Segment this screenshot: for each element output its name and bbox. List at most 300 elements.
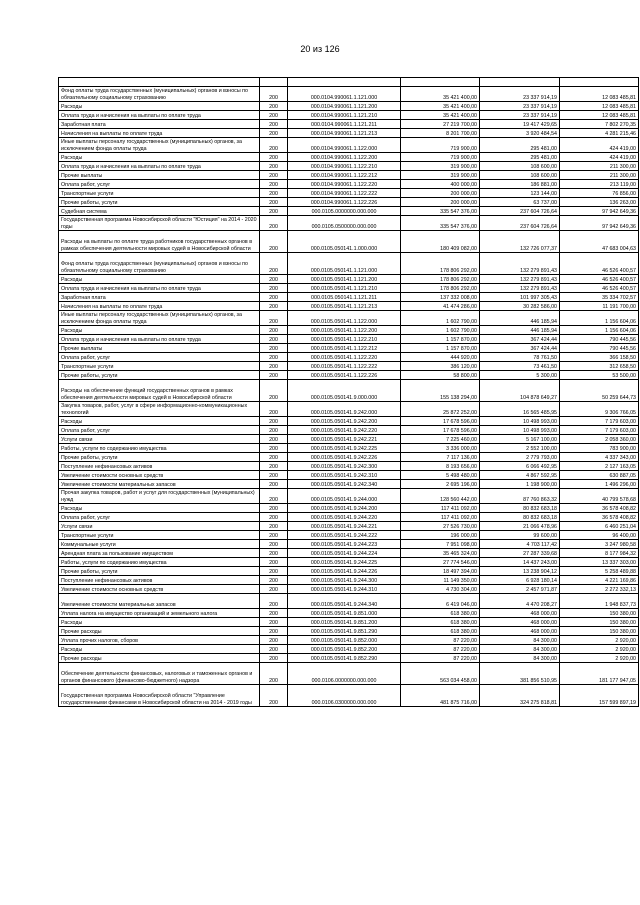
cell-code: 200 [260, 207, 288, 216]
cell-name: Начисления на выплаты по оплате труда [59, 129, 260, 138]
cell-kbk: 000.0104.990061.1.122.000 [288, 138, 401, 153]
cell-plan: 117 411 092,00 [401, 504, 480, 513]
cell-kbk: 000.0105.050141.9.244.226 [288, 567, 401, 576]
cell-name: Оплата труда и начисления на выплаты по оплате труда [59, 284, 260, 293]
cell-kbk: 000.0106.0000000.000.000 [288, 663, 401, 685]
cell-fact: 4 867 592,95 [480, 471, 560, 480]
cell-plan: 178 806 292,00 [401, 284, 480, 293]
cell-kbk: 000.0105.050141.9.244.222 [288, 531, 401, 540]
cell-name: Прочие выплаты [59, 344, 260, 353]
cell-name: Расходы [59, 153, 260, 162]
cell-name: Расходы [59, 326, 260, 335]
cell-name: Прочая закупка товаров, работ и услуг для государственных (муниципальных) нужд [59, 489, 260, 504]
cell-code: 200 [260, 402, 288, 417]
cell-rest: 366 158,50 [560, 353, 639, 362]
cell-plan: 128 560 442,00 [401, 489, 480, 504]
cell-code: 200 [260, 111, 288, 120]
cell-rest: 7 179 603,00 [560, 417, 639, 426]
cell-code: 200 [260, 311, 288, 326]
table-row [59, 180, 639, 189]
cell-code: 200 [260, 618, 288, 627]
cell-kbk: 000.0105.050141.1.122.212 [288, 344, 401, 353]
cell-rest: 783 900,00 [560, 444, 639, 453]
cell-kbk: 000.0105.050141.9.244.300 [288, 576, 401, 585]
cell-plan: 8 201 700,00 [401, 129, 480, 138]
cell-kbk: 000.0105.050141.9.242.225 [288, 444, 401, 453]
cell-plan: 1 157 870,00 [401, 335, 480, 344]
table-row [59, 576, 639, 585]
cell-fact: 446 185,94 [480, 326, 560, 335]
cell-kbk: 000.0105.050141.9.242.300 [288, 462, 401, 471]
table-row [59, 453, 639, 462]
cell-code: 200 [260, 326, 288, 335]
cell-code: 200 [260, 435, 288, 444]
cell-kbk: 000.0105.050141.9.244.225 [288, 558, 401, 567]
table-row [59, 540, 639, 549]
cell-kbk: 000.0105.050141.9.244.220 [288, 513, 401, 522]
cell-fact: 108 600,00 [480, 171, 560, 180]
cell-fact: 3 920 484,54 [480, 129, 560, 138]
cell-kbk: 000.0105.050141.9.242.340 [288, 480, 401, 489]
cell-code: 200 [260, 609, 288, 618]
cell-name: Оплата работ, услуг [59, 426, 260, 435]
cell-kbk: 000.0105.050141.9.244.221 [288, 522, 401, 531]
cell-kbk: 000.0104.990061.1.122.222 [288, 189, 401, 198]
cell-rest: 211 300,00 [560, 171, 639, 180]
cell-fact: 84 300,00 [480, 636, 560, 645]
table-row [59, 531, 639, 540]
cell-rest: 312 658,50 [560, 362, 639, 371]
cell-name: Расходы [59, 275, 260, 284]
cell-rest: 7 179 603,00 [560, 426, 639, 435]
table-row [59, 171, 639, 180]
cell-plan: 1 602 790,00 [401, 326, 480, 335]
cell-name: Прочие расходы [59, 654, 260, 663]
cell-code: 200 [260, 102, 288, 111]
cell-fact: 73 461,50 [480, 362, 560, 371]
cell-rest: 36 578 408,82 [560, 504, 639, 513]
cell-code: 200 [260, 129, 288, 138]
cell-code: 200 [260, 654, 288, 663]
table-row [59, 253, 639, 275]
cell-plan: 335 547 376,00 [401, 207, 480, 216]
cell-code: 200 [260, 549, 288, 558]
cell-code: 200 [260, 362, 288, 371]
cell-plan: 18 497 394,00 [401, 567, 480, 576]
cell-rest: 4 221 169,86 [560, 576, 639, 585]
cell-fact: 13 238 904,12 [480, 567, 560, 576]
table-row [59, 231, 639, 253]
cell-plan: 35 421 400,00 [401, 102, 480, 111]
cell-code: 200 [260, 344, 288, 353]
table-row [59, 284, 639, 293]
cell-rest: 424 419,00 [560, 138, 639, 153]
cell-kbk: 000.0105.050141.9.851.290 [288, 627, 401, 636]
cell-rest: 36 578 408,82 [560, 513, 639, 522]
cell-name: Прочие расходы [59, 627, 260, 636]
cell-plan: 11 149 350,00 [401, 576, 480, 585]
cell-rest: 50 259 644,73 [560, 380, 639, 402]
budget-table [58, 77, 639, 707]
cell-name: Оплата труда и начисления на выплаты по оплате труда [59, 162, 260, 171]
table-row [59, 102, 639, 111]
cell-fact: 295 481,00 [480, 138, 560, 153]
table-row [59, 480, 639, 489]
cell-plan: 4 730 304,00 [401, 585, 480, 594]
cell-plan: 178 806 292,00 [401, 253, 480, 275]
cell-rest: 150 380,00 [560, 627, 639, 636]
table-row [59, 120, 639, 129]
cell-fact: 80 832 683,18 [480, 513, 560, 522]
cell-plan: 25 872 252,00 [401, 402, 480, 417]
table-row [59, 549, 639, 558]
table-row [59, 585, 639, 594]
cell-name: Прочие работы, услуги [59, 371, 260, 380]
cell-rest: 1 948 837,73 [560, 594, 639, 609]
cell-fact: 468 000,00 [480, 627, 560, 636]
cell-plan: 3 336 000,00 [401, 444, 480, 453]
cell-code: 200 [260, 87, 288, 102]
cell-kbk: 000.0105.050141.1.121.200 [288, 275, 401, 284]
cell-rest: 40 799 578,68 [560, 489, 639, 504]
cell-kbk: 000.0105.050141.9.242.200 [288, 417, 401, 426]
cell-rest: 9 306 766,05 [560, 402, 639, 417]
cell-fact: 132 279 891,43 [480, 275, 560, 284]
cell-name: Закупка товаров, работ, услуг в сфере информационно-коммуникационных технологий [59, 402, 260, 417]
cell-rest: 7 802 270,35 [560, 120, 639, 129]
cell-fact: 446 185,94 [480, 311, 560, 326]
cell-name: Прочие выплаты [59, 171, 260, 180]
cell-plan: 563 034 458,00 [401, 663, 480, 685]
cell-name: Услуги связи [59, 522, 260, 531]
cell-plan: 719 900,00 [401, 153, 480, 162]
cell-name: Судебная система [59, 207, 260, 216]
cell-name: Прочие работы, услуги [59, 453, 260, 462]
cell-kbk: 000.0105.050141.1.122.210 [288, 335, 401, 344]
cell-fact: 295 481,00 [480, 153, 560, 162]
table-row [59, 344, 639, 353]
table-row [59, 504, 639, 513]
cell-rest: 2 920,00 [560, 636, 639, 645]
cell-kbk: 000.0104.990061.1.121.200 [288, 102, 401, 111]
table-row [59, 326, 639, 335]
cell-fact: 87 760 863,32 [480, 489, 560, 504]
cell-rest: 1 496 296,00 [560, 480, 639, 489]
cell-fact: 2 552 100,00 [480, 444, 560, 453]
cell-kbk: 000.0105.050141.1.122.222 [288, 362, 401, 371]
cell-fact: 84 300,00 [480, 645, 560, 654]
cell-fact: 16 565 485,95 [480, 402, 560, 417]
cell-plan: 719 900,00 [401, 138, 480, 153]
cell-kbk: 000.0105.0500000.000.000 [288, 216, 401, 231]
cell-fact: 99 600,00 [480, 531, 560, 540]
cell-rest: 150 380,00 [560, 609, 639, 618]
cell-kbk: 000.0105.050141.9.852.200 [288, 645, 401, 654]
cell-kbk: 000.0105.050141.9.852.290 [288, 654, 401, 663]
cell-rest: 157 599 897,19 [560, 685, 639, 707]
table-row [59, 311, 639, 326]
cell-plan: 17 678 596,00 [401, 426, 480, 435]
table-row [59, 275, 639, 284]
cell-fact: 468 000,00 [480, 609, 560, 618]
page-counter: 20 из 126 [300, 44, 340, 54]
cell-rest: 3 247 980,58 [560, 540, 639, 549]
cell-plan: 7 117 136,00 [401, 453, 480, 462]
cell-name: Расходы [59, 102, 260, 111]
table-row [59, 162, 639, 171]
cell-fact: 2 457 971,87 [480, 585, 560, 594]
cell-plan: 5 498 480,00 [401, 471, 480, 480]
cell-name: Уплата налога на имущество организаций и земельного налога [59, 609, 260, 618]
cell-fact: 132 279 891,43 [480, 284, 560, 293]
cell-rest: 76 856,00 [560, 189, 639, 198]
cell-kbk: 000.0104.990061.1.122.200 [288, 153, 401, 162]
cell-fact: 2 779 793,00 [480, 453, 560, 462]
cell-name: Услуги связи [59, 435, 260, 444]
cell-kbk: 000.0105.050141.9.852.000 [288, 636, 401, 645]
table-row [59, 207, 639, 216]
cell-fact: 23 337 914,19 [480, 87, 560, 102]
cell-plan: 200 000,00 [401, 198, 480, 207]
cell-kbk: 000.0104.990061.1.121.000 [288, 87, 401, 102]
cell-name [59, 78, 260, 87]
cell-name: Фонд оплаты труда государственных (муниципальных) органов и взносы по обязательному социальному страхованию [59, 253, 260, 275]
cell-rest: 181 177 947,05 [560, 663, 639, 685]
table-row [59, 609, 639, 618]
cell-plan: 35 421 400,00 [401, 87, 480, 102]
cell-plan: 200 000,00 [401, 189, 480, 198]
cell-plan: 87 220,00 [401, 636, 480, 645]
table-row [59, 353, 639, 362]
cell-name: Поступление нефинансовых активов [59, 462, 260, 471]
cell-kbk: 000.0104.990061.1.122.212 [288, 171, 401, 180]
cell-kbk: 000.0105.050141.1.121.213 [288, 302, 401, 311]
cell-fact: 237 604 726,64 [480, 216, 560, 231]
cell-rest: 790 445,56 [560, 335, 639, 344]
cell-fact: 132 726 077,37 [480, 231, 560, 253]
cell-rest: 2 920,00 [560, 645, 639, 654]
cell-code: 200 [260, 171, 288, 180]
cell-rest: 4 337 343,00 [560, 453, 639, 462]
cell-fact: 19 417 429,65 [480, 120, 560, 129]
table-row [59, 362, 639, 371]
cell-name: Увеличение стоимости материальных запасов [59, 480, 260, 489]
cell-kbk: 000.0105.050141.9.244.340 [288, 594, 401, 609]
table-row [59, 293, 639, 302]
cell-kbk: 000.0105.050141.9.242.000 [288, 402, 401, 417]
cell-name: Увеличение стоимости основных средств [59, 471, 260, 480]
cell-name: Расходы [59, 504, 260, 513]
table-row [59, 138, 639, 153]
cell-code [260, 78, 288, 87]
cell-kbk: 000.0105.050141.9.851.000 [288, 609, 401, 618]
cell-name: Транспортные услуги [59, 189, 260, 198]
cell-code: 200 [260, 585, 288, 594]
table-row [59, 567, 639, 576]
cell-rest: 790 445,56 [560, 344, 639, 353]
cell-code: 200 [260, 489, 288, 504]
cell-code: 200 [260, 335, 288, 344]
table-row [59, 558, 639, 567]
cell-fact: 10 498 993,00 [480, 417, 560, 426]
cell-rest: 1 156 604,06 [560, 326, 639, 335]
table-row [59, 129, 639, 138]
table-row [59, 594, 639, 609]
cell-kbk: 000.0104.990061.1.121.213 [288, 129, 401, 138]
cell-kbk: 000.0105.050141.9.244.224 [288, 549, 401, 558]
cell-name: Расходы на обеспечение функций государственных органов в рамках обеспечения деятельности мировых судей в Новосибирской области [59, 380, 260, 402]
cell-code: 200 [260, 513, 288, 522]
cell-plan: 481 875 716,00 [401, 685, 480, 707]
cell-kbk: 000.0105.050141.9.244.223 [288, 540, 401, 549]
cell-rest: 2 058 360,00 [560, 435, 639, 444]
cell-name: Обеспечение деятельности финансовых, налоговых и таможенных органов и органов финансового (финансово-бюджетного) надзора [59, 663, 260, 685]
cell-plan: 87 220,00 [401, 645, 480, 654]
table-row [59, 417, 639, 426]
cell-plan: 7 225 460,00 [401, 435, 480, 444]
cell-fact: 80 832 683,18 [480, 504, 560, 513]
cell-rest: 35 334 702,57 [560, 293, 639, 302]
cell-fact: 78 761,50 [480, 353, 560, 362]
table-row [59, 198, 639, 207]
cell-name: Поступление нефинансовых активов [59, 576, 260, 585]
cell-plan: 117 411 092,00 [401, 513, 480, 522]
cell-kbk: 000.0105.050141.9.242.220 [288, 426, 401, 435]
cell-code: 200 [260, 522, 288, 531]
table-row [59, 444, 639, 453]
cell-name: Прочие работы, услуги [59, 567, 260, 576]
cell-code: 200 [260, 180, 288, 189]
table-row [59, 426, 639, 435]
cell-rest: 8 177 984,32 [560, 549, 639, 558]
cell-code: 200 [260, 371, 288, 380]
cell-kbk: 000.0105.050141.9.000.000 [288, 380, 401, 402]
cell-rest: 46 526 400,57 [560, 284, 639, 293]
cell-fact: 63 737,00 [480, 198, 560, 207]
cell-plan: 87 220,00 [401, 654, 480, 663]
cell-plan: 618 380,00 [401, 609, 480, 618]
table-row [59, 371, 639, 380]
cell-name: Оплата работ, услуг [59, 353, 260, 362]
cell-fact: 104 878 649,27 [480, 380, 560, 402]
cell-kbk: 000.0105.050141.1.121.000 [288, 253, 401, 275]
table-row [59, 402, 639, 417]
cell-code: 200 [260, 253, 288, 275]
cell-plan: 400 000,00 [401, 180, 480, 189]
cell-code: 200 [260, 380, 288, 402]
cell-name: Государственная программа Новосибирской области "Юстиция" на 2014 - 2020 годы [59, 216, 260, 231]
cell-rest: 150 380,00 [560, 618, 639, 627]
cell-code: 200 [260, 627, 288, 636]
table-row [59, 618, 639, 627]
cell-plan: 27 219 700,00 [401, 120, 480, 129]
cell-kbk: 000.0105.050141.1.122.200 [288, 326, 401, 335]
cell-name: Оплата труда и начисления на выплаты по оплате труда [59, 335, 260, 344]
cell-rest: 6 460 251,04 [560, 522, 639, 531]
cell-kbk: 000.0105.050141.1.000.000 [288, 231, 401, 253]
cell-plan: 618 380,00 [401, 627, 480, 636]
cell-name: Оплата труда и начисления на выплаты по оплате труда [59, 111, 260, 120]
cell-rest: 97 942 649,36 [560, 216, 639, 231]
cell-fact: 14 437 243,00 [480, 558, 560, 567]
cell-rest: 630 887,05 [560, 471, 639, 480]
cell-rest: 211 300,00 [560, 162, 639, 171]
cell-kbk: 000.0105.050141.1.122.220 [288, 353, 401, 362]
cell-kbk: 000.0105.050141.9.242.221 [288, 435, 401, 444]
cell-kbk: 000.0105.050141.9.851.200 [288, 618, 401, 627]
cell-kbk: 000.0105.050141.1.122.226 [288, 371, 401, 380]
cell-plan: 27 526 730,00 [401, 522, 480, 531]
cell-rest: 12 083 485,81 [560, 102, 639, 111]
cell-kbk: 000.0106.0300000.000.000 [288, 685, 401, 707]
cell-code: 200 [260, 302, 288, 311]
cell-rest: 2 920,00 [560, 654, 639, 663]
cell-rest: 213 119,00 [560, 180, 639, 189]
cell-fact: 324 275 818,81 [480, 685, 560, 707]
cell-rest: 424 419,00 [560, 153, 639, 162]
cell-plan: 618 380,00 [401, 618, 480, 627]
cell-rest: 12 083 485,81 [560, 111, 639, 120]
cell-plan: 386 120,00 [401, 362, 480, 371]
cell-code: 200 [260, 444, 288, 453]
cell-code: 200 [260, 189, 288, 198]
cell-code: 200 [260, 153, 288, 162]
cell-kbk [288, 78, 401, 87]
table-row [59, 87, 639, 102]
cell-plan: 27 774 546,00 [401, 558, 480, 567]
cell-plan [401, 78, 480, 87]
table-row [59, 663, 639, 685]
cell-code: 200 [260, 120, 288, 129]
cell-fact: 4 470 208,27 [480, 594, 560, 609]
cell-name: Расходы [59, 618, 260, 627]
cell-fact: 6 928 180,14 [480, 576, 560, 585]
cell-code: 200 [260, 471, 288, 480]
table-row [59, 78, 639, 87]
cell-plan: 8 193 656,00 [401, 462, 480, 471]
budget-table-body [59, 78, 639, 707]
cell-name: Начисления на выплаты по оплате труда [59, 302, 260, 311]
cell-name: Уплата прочих налогов, сборов [59, 636, 260, 645]
table-row [59, 111, 639, 120]
table-row [59, 462, 639, 471]
cell-name: Увеличение стоимости основных средств [59, 585, 260, 594]
cell-fact: 10 498 993,00 [480, 426, 560, 435]
cell-kbk: 000.0104.990061.1.122.210 [288, 162, 401, 171]
cell-plan: 319 900,00 [401, 171, 480, 180]
cell-plan: 1 157 870,00 [401, 344, 480, 353]
cell-code: 200 [260, 567, 288, 576]
cell-name: Оплата работ, услуг [59, 513, 260, 522]
cell-plan: 319 900,00 [401, 162, 480, 171]
cell-plan: 58 800,00 [401, 371, 480, 380]
table-row [59, 189, 639, 198]
cell-kbk: 000.0105.050141.1.121.210 [288, 284, 401, 293]
cell-fact: 108 600,00 [480, 162, 560, 171]
table-row [59, 435, 639, 444]
cell-rest: 47 683 004,63 [560, 231, 639, 253]
cell-fact: 30 282 586,00 [480, 302, 560, 311]
cell-code: 200 [260, 198, 288, 207]
cell-code: 200 [260, 685, 288, 707]
cell-fact: 84 300,00 [480, 654, 560, 663]
cell-code: 200 [260, 275, 288, 284]
cell-fact: 367 424,44 [480, 335, 560, 344]
table-row [59, 471, 639, 480]
cell-name: Оплата работ, услуг [59, 180, 260, 189]
cell-code: 200 [260, 453, 288, 462]
cell-fact: 123 144,00 [480, 189, 560, 198]
